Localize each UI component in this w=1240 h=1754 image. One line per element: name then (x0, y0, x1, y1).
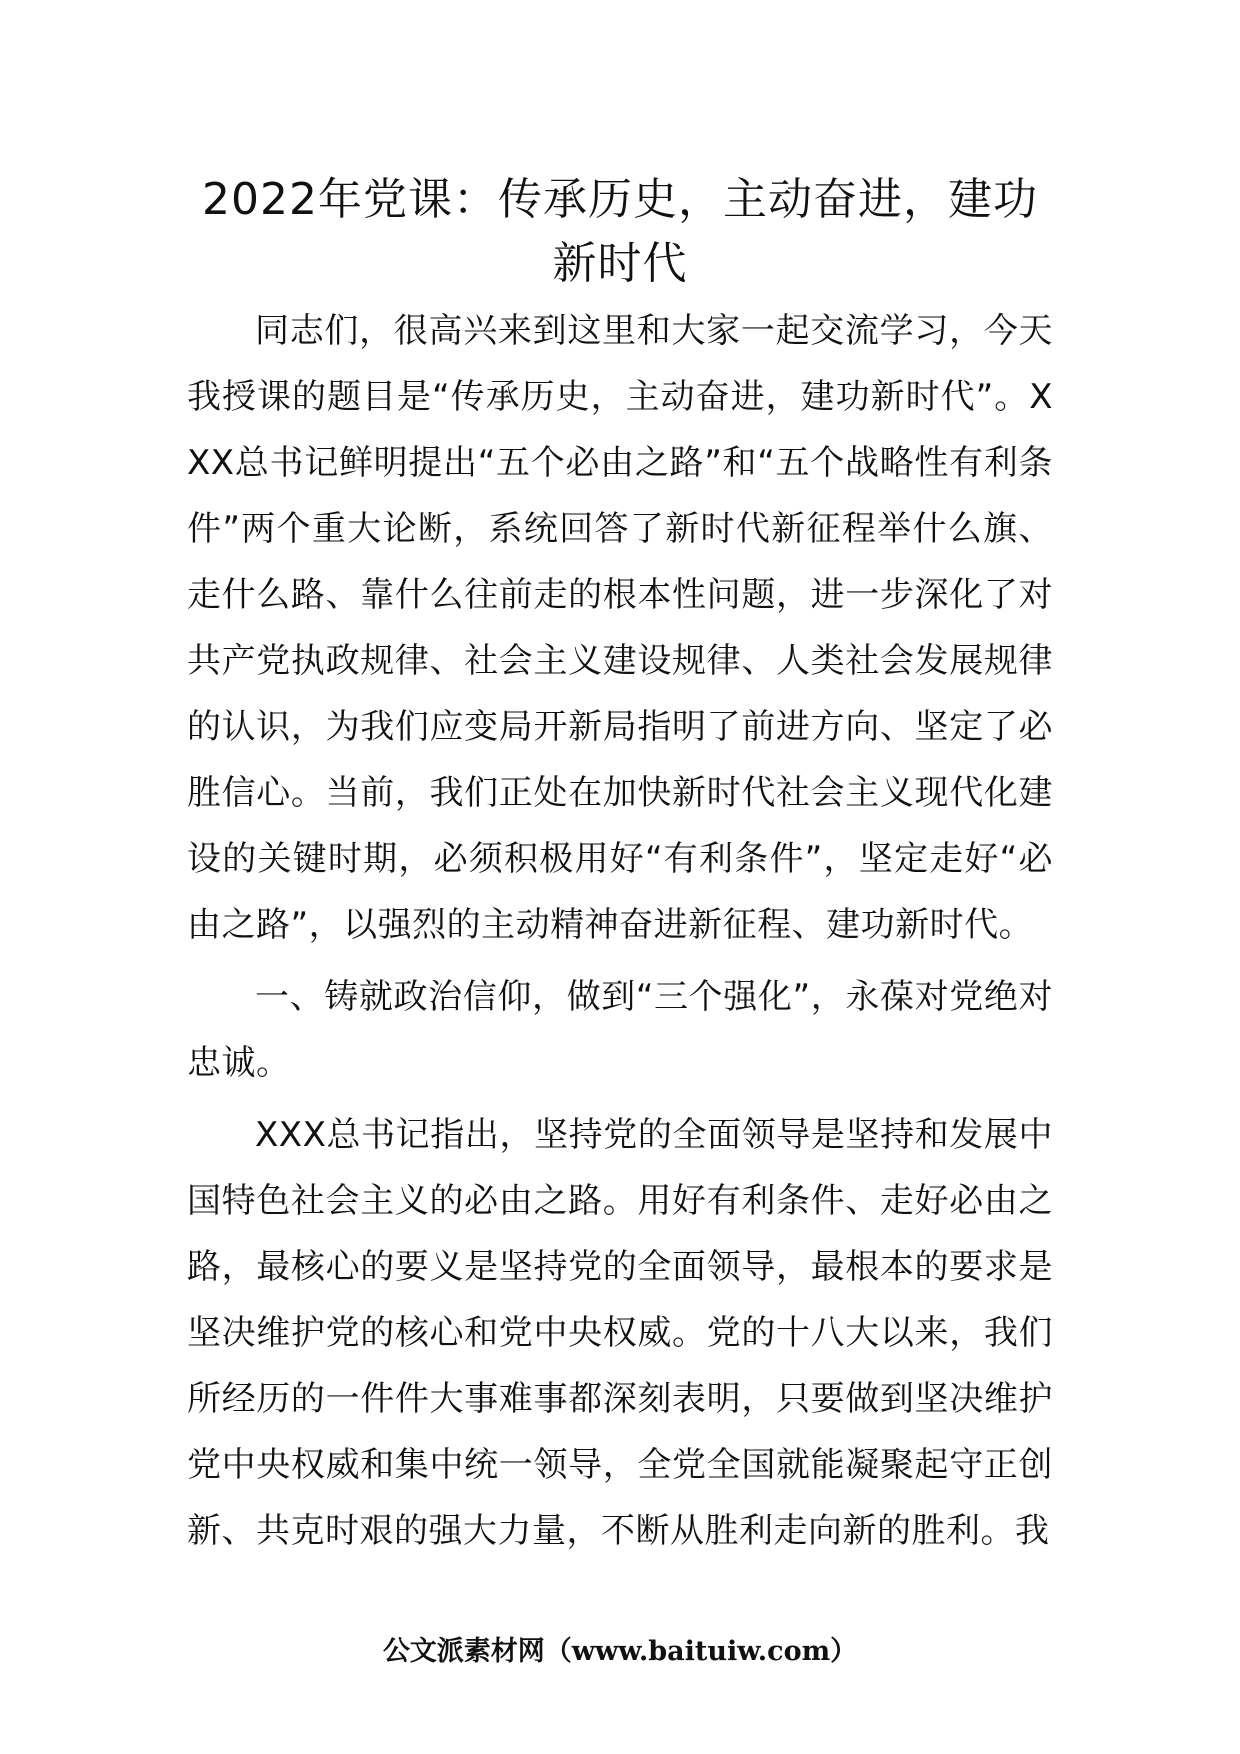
document-title: 2022年党课：传承历史，主动奋进，建功新时代 (202, 174, 1038, 289)
paragraph-section-1: XXX总书记指出，坚持党的全面领导是坚持和发展中国特色社会主义的必由之路。用好有利条件、走好必由之路，最核心的要义是坚持党的全面领导，最根本的要求是坚决维护党的核心和党中央权威。党的十八大以来，我们所经历的一件件大事难事都深刻表明，只要做到坚决维护党中央权威和集中统一领导，全党全国就能凝聚起守正创新、共克时艰的强大力量，不断从胜利走向新的胜利。我 (187, 1115, 1053, 1551)
section-heading-1: 一、铸就政治信仰，做到“三个强化”，永葆对党绝对忠诚。 (187, 977, 1053, 1083)
paragraph-intro: 同志们，很高兴来到这里和大家一起交流学习，今天我授课的题目是“传承历史，主动奋进，建功新时代”。XXX总书记鲜明提出“五个必由之路”和“五个战略性有利条件”两个重大论断，系统回答了新时代新征程举什么旗、走什么路、靠什么往前走的根本性问题，进一步深化了对共产党执政规律、社会主义建设规律、人类社会发展规律的认识，为我们应变局开新局指明了前进方向、坚定了必胜信心。当前，我们正处在加快新时代社会主义现代化建设的关键时期，必须积极用好“有利条件”，坚定走好“必由之路”，以强烈的主动精神奋进新征程、建功新时代。 (187, 311, 1053, 945)
footer-watermark: 公文派素材网（www.baituiw.com） (382, 1636, 858, 1667)
document-body (187, 298, 1053, 1570)
